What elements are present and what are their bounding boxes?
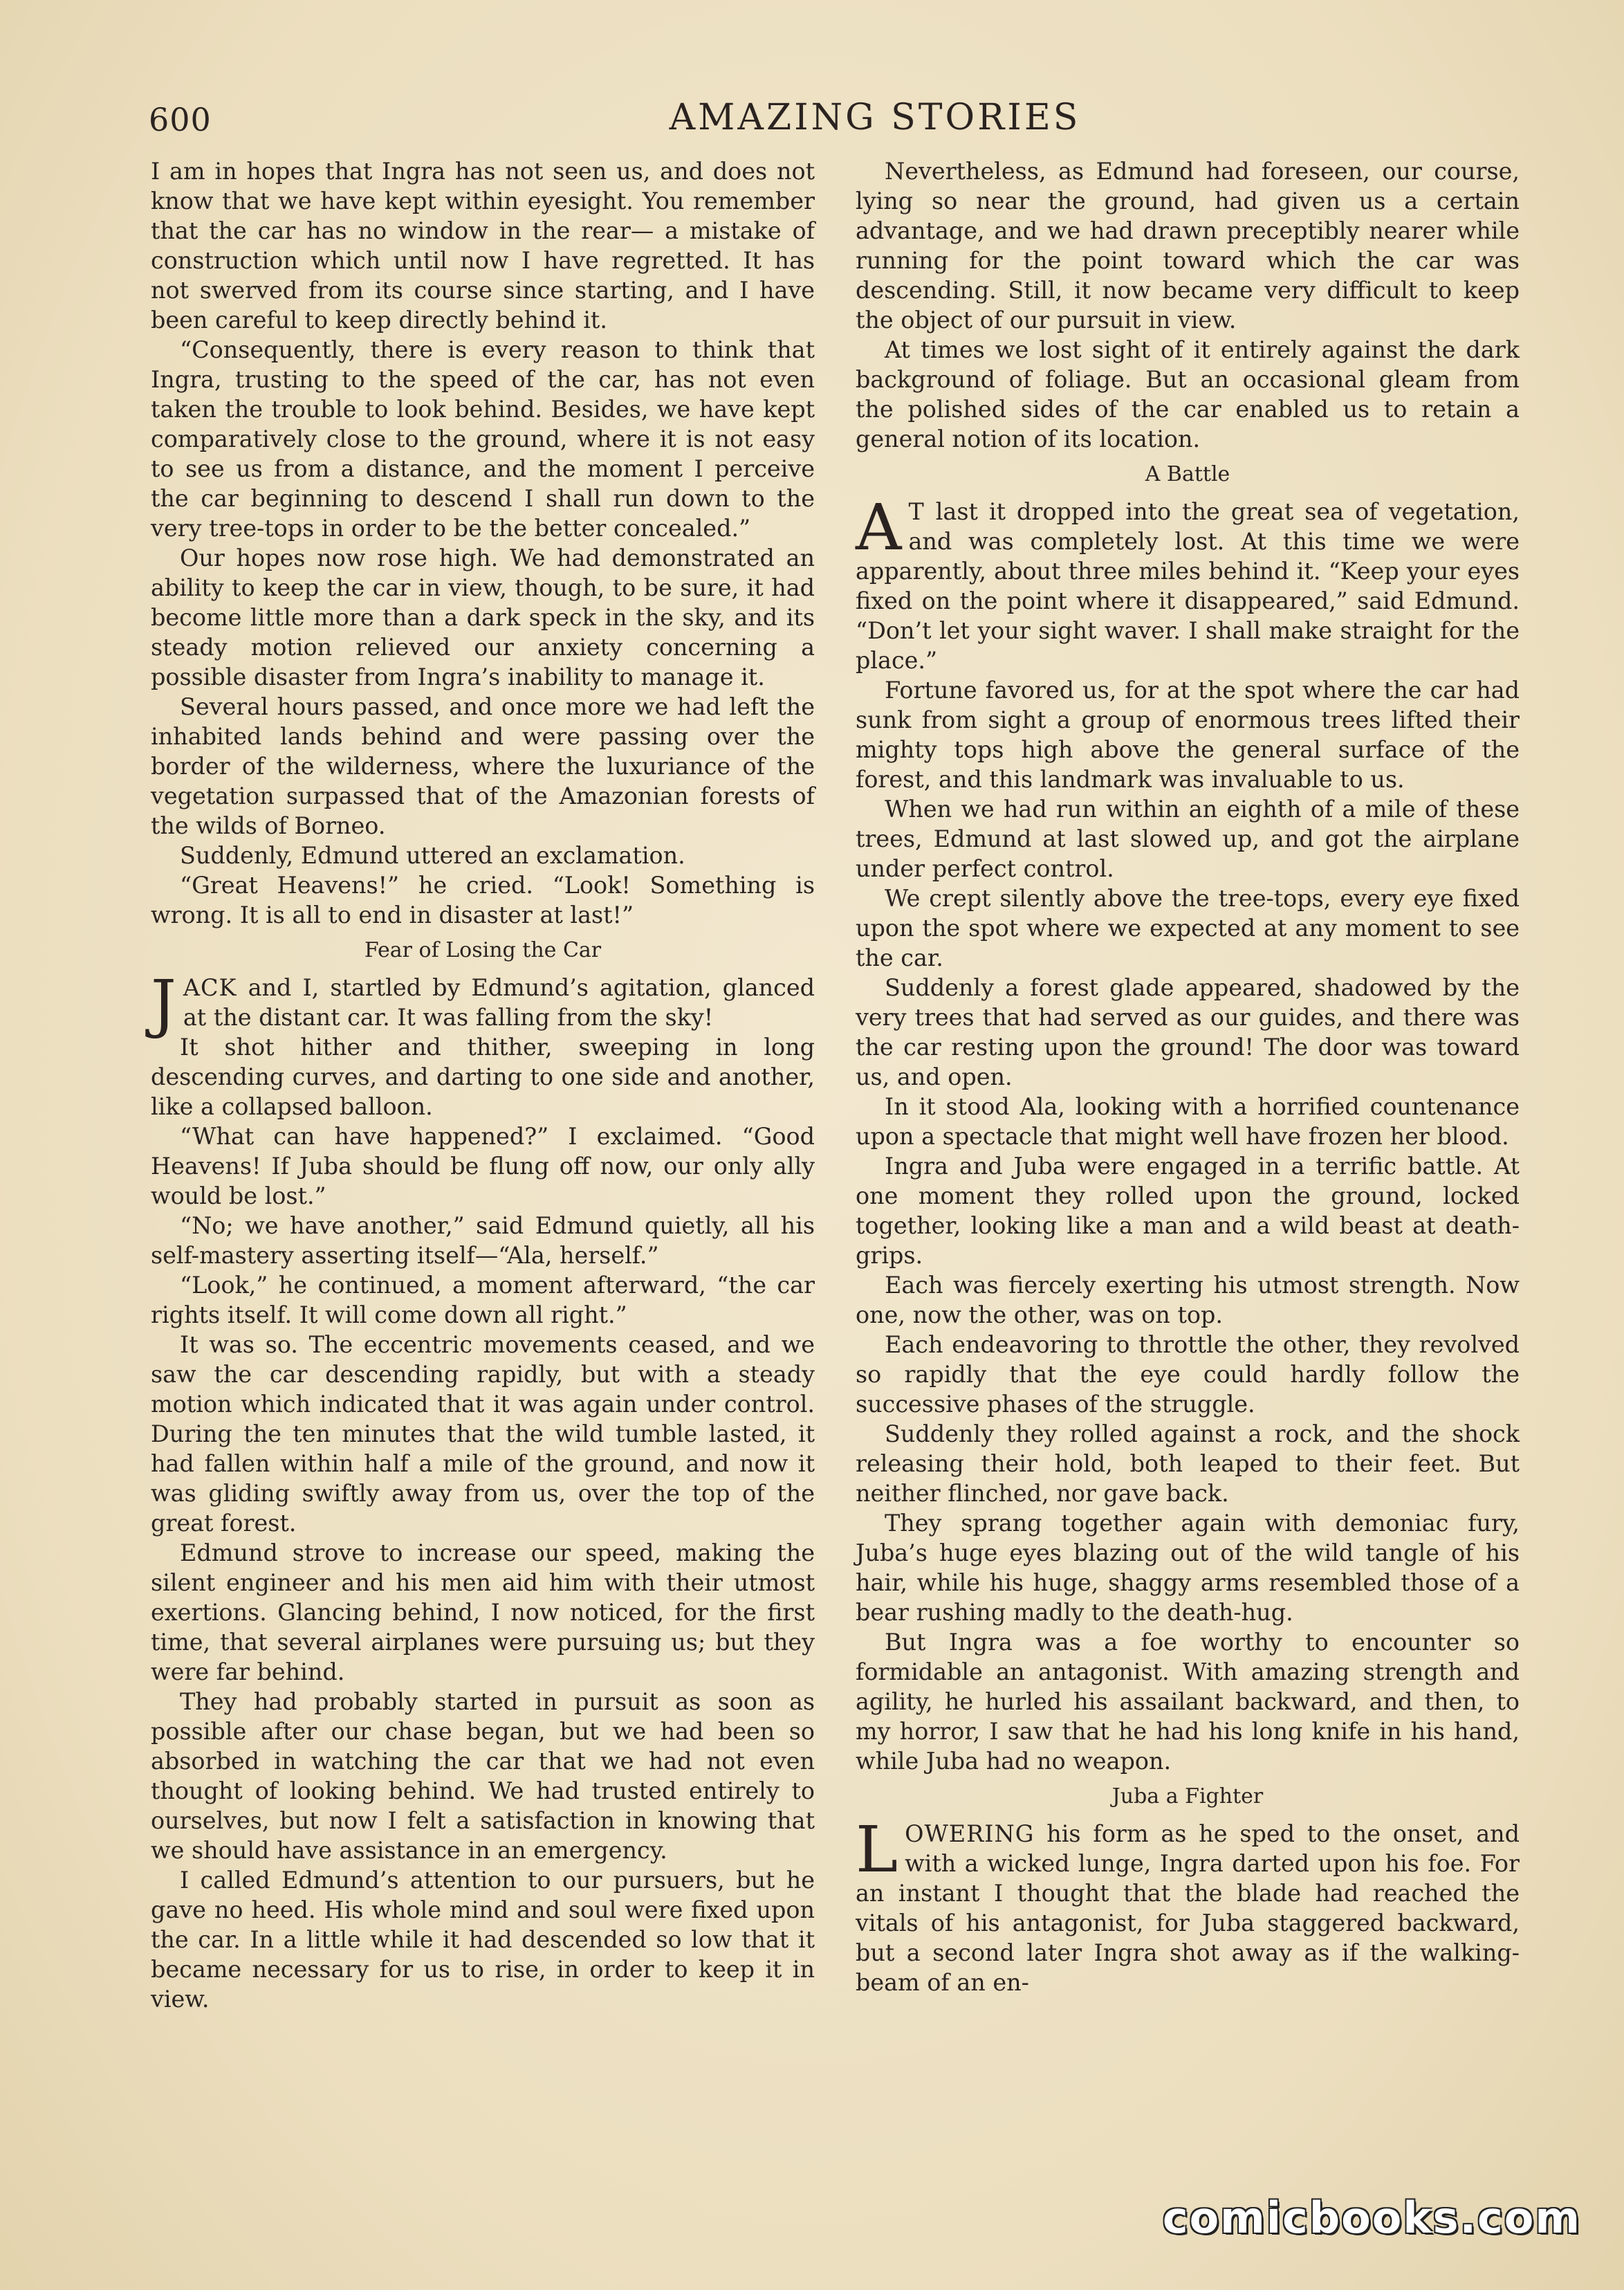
paragraph: They had probably started in pursuit as soon as possible after our chase began, but we had been so absorbed in watching the car that we had not even thought of looking behind. We had trusted entirely to ourselves, but now I felt a satisfaction in knowing that we should have assistance in an emergency. (151, 1688, 815, 1864)
paragraph: It was so. The eccentric movements ceased, and we saw the car descending rapidly, but with a steady motion which indicated that it was again under control. During the ten minutes that the wild tumble lasted, it had fallen within half a mile of the ground, and now it was gliding swiftly away from us, over the top of the great forest. (151, 1331, 815, 1537)
paragraph: Nevertheless, as Edmund had foreseen, our course, lying so near the ground, had given us a certain advantage, and we had drawn preceptibly nearer while running for the point toward which the car was descending. Still, it now became very difficult to keep the object of our pursuit in view. (856, 158, 1520, 333)
paragraph: Suddenly, Edmund uttered an exclamation. (180, 842, 685, 869)
paragraph: “No; we have another,” said Edmund quietly, all his self-mastery asserting itself—“Ala, herself.” (151, 1212, 815, 1269)
paragraph: I am in hopes that Ingra has not seen us, and does not know that we have kept within eyesight. You remember that the car has no window in the rear— a mistake of construction which until now I have regretted. It has not swerved from its course since starting, and I have been careful to keep directly behind it. (151, 158, 815, 333)
paragraph: “Look,” he continued, a moment afterward, “the car rights itself. It will come down all right.” (151, 1272, 815, 1328)
drop-cap: L (856, 1813, 898, 1887)
right-column (856, 156, 1520, 1997)
dropcap-paragraph (856, 491, 1520, 675)
dropcap-paragraph (151, 967, 815, 1041)
paragraph: Fortune favored us, for at the spot where the car had sunk from sight a group of enormous trees lifted their mighty tops high above the general surface of the forest, and this landmark was invaluable to us. (856, 677, 1520, 793)
left-column (151, 156, 815, 2014)
paragraph: But Ingra was a foe worthy to encounter so formidable an antagonist. With amazing strength and agility, he hurled his assailant backward, and then, to my horror, I saw that he had his long knife in his hand, while Juba had no weapon. (856, 1629, 1520, 1775)
paragraph: Ingra and Juba were engaged in a terrific battle. At one moment they rolled upon the ground, locked together, looking like a man and a wild beast at death-grips. (856, 1153, 1520, 1269)
lead-in: T (908, 498, 925, 525)
paragraph: Suddenly they rolled against a rock, and the shock releasing their hold, both leaped to their feet. But neither flinched, nor gave back. (856, 1420, 1520, 1507)
paragraph-text: his form as he sped to the onset, and with a wicked lunge, Ingra darted upon his foe. For an instant I thought that the blade had reached the vitals of his antagonist, for Juba staggered backward, but a second later Ingra shot away as if the walking-beam of an en- (856, 1820, 1520, 1996)
paragraph: “Consequently, there is every reason to think that Ingra, trusting to the speed of the car, has not even taken the trouble to look behind. Besides, we have kept comparatively close to the ground, where it is not easy to see us from a distance, and the moment I perceive the car beginning to descend I shall run down to the very tree-tops in order to be the better concealed.” (151, 336, 815, 542)
running-title: AMAZING STORIES (669, 97, 1081, 138)
paragraph: When we had run within an eighth of a mile of these trees, Edmund at last slowed up, and got the airplane under perfect control. (856, 796, 1520, 882)
paragraph-text: and I, startled by Edmund’s agitation, glanced at the distant car. It was falling from the sky! (183, 974, 815, 1031)
drop-cap: J (151, 967, 176, 1041)
section-subheading: Fear of Losing the Car (364, 938, 602, 962)
dropcap-paragraph (856, 1813, 1520, 1997)
paragraph: It shot hither and thither, sweeping in long descending curves, and darting to one side and another, like a collapsed balloon. (151, 1034, 815, 1120)
page-number: 600 (149, 101, 212, 138)
paragraph-text: last it dropped into the great sea of vegetation, and was completely lost. At this time we were apparently, about three miles behind it. “Keep your eyes fixed on the point where it disappeared,” said Edmund. “Don’t let your sight waver. I shall make straight for the place.” (856, 498, 1520, 674)
paragraph: Each was fiercely exerting his utmost strength. Now one, now the other, was on top. (856, 1272, 1520, 1328)
paragraph: Our hopes now rose high. We had demonstrated an ability to keep the car in view, though, to be sure, it had become little more than a dark speck in the sky, and its steady motion relieved our anxiety concerning a possible disaster from Ingra’s inability to manage it. (151, 544, 815, 690)
site-watermark: comicbooks.com (1162, 2192, 1581, 2243)
paragraph: Suddenly a forest glade appeared, shadowed by the very trees that had served as our guides, and there was the car resting upon the ground! The door was toward us, and open. (856, 974, 1520, 1090)
paragraph: I called Edmund’s attention to our pursuers, but he gave no heed. His whole mind and soul were fixed upon the car. In a little while it had descended so low that it became necessary for us to rise, in order to keep it in view. (151, 1867, 815, 2013)
lead-in: ACK (183, 974, 237, 1001)
section-subheading: A Battle (1145, 462, 1230, 486)
paragraph: Each endeavoring to throttle the other, they revolved so rapidly that the eye could hardly follow the successive phases of the struggle. (856, 1331, 1520, 1418)
paragraph: “What can have happened?” I exclaimed. “Good Heavens! If Juba should be flung off now, our only ally would be lost.” (151, 1123, 815, 1209)
drop-cap: A (856, 491, 902, 565)
paragraph: “Great Heavens!” he cried. “Look! Something is wrong. It is all to end in disaster at last!” (151, 872, 815, 928)
section-subheading: Juba a Fighter (1111, 1784, 1264, 1808)
lead-in: OWERING (905, 1820, 1035, 1847)
paragraph: At times we lost sight of it entirely against the dark background of foliage. But an occasional gleam from the polished sides of the car enabled us to retain a general notion of its location. (856, 336, 1520, 452)
paragraph: In it stood Ala, looking with a horrified countenance upon a spectacle that might well have frozen her blood. (856, 1093, 1520, 1150)
paragraph: Several hours passed, and once more we had left the inhabited lands behind and were passing over the border of the wilderness, where the luxuriance of the vegetation surpassed that of the Amazonian forests of the wilds of Borneo. (151, 693, 815, 839)
page-header (149, 97, 1518, 152)
paragraph: They sprang together again with demoniac fury, Juba’s huge eyes blazing out of the wild tangle of his hair, while his huge, shaggy arms resembled those of a bear rushing madly to the death-hug. (856, 1510, 1520, 1626)
paragraph: We crept silently above the tree-tops, every eye fixed upon the spot where we expected at any moment to see the car. (856, 885, 1520, 971)
paragraph: Edmund strove to increase our speed, making the silent engineer and his men aid him with their utmost exertions. Glancing behind, I now noticed, for the first time, that several airplanes were pursuing us; but they were far behind. (151, 1539, 815, 1685)
